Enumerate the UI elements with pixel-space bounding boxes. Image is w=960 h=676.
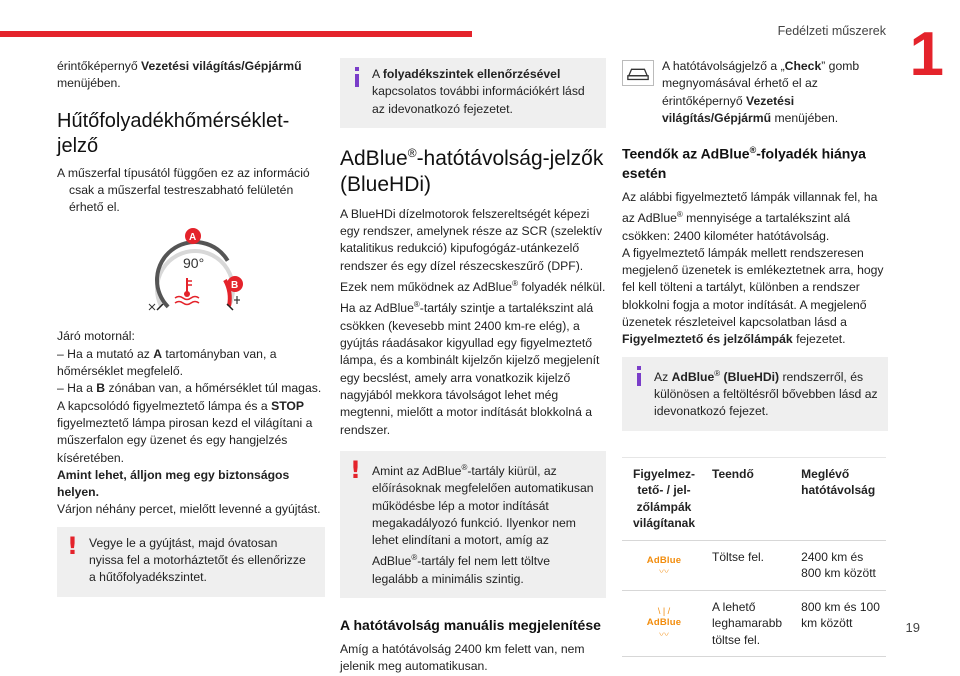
item-a: – Ha a mutató az A tartományban van, a hőmérséklet megfelelő. [57,346,277,379]
item-b: – Ha a B zónában van, a hőmérséklet túl magas. A kapcsolódó figyelmeztető lámpa és a STOP figyelmeztető lámpa pirosan kezd el világítani a műszerfalon egy üzenet és egy hangjelzés kíséretében. [57,381,322,465]
info-box-fluid-levels [340,58,606,128]
column-2 [340,58,606,676]
column-3 [622,58,888,657]
table-row [622,540,886,590]
coolant-temp-icon [175,278,199,305]
coolant-gauge-figure [57,226,325,324]
warning-text: Vegye le a gyújtást, majd óvatosan nyissa fel a motorháztetőt és ellenőrizze a hűtőfolyadékszintet. [89,535,306,585]
warning-text: Amint az AdBlue®-tartály kiürül, az előírásoknak megfelelően automatikusan működésbe lép a motor indítását megakadályozó funkció. Ilyenkor nem lehet elindítani a motort, amíg az AdBlue®-tartály fel nem lett töltve legalább a minimális szintig. [372,462,594,586]
warning-box-adblue [340,451,606,598]
check-text: A hatótávolságjelző a „Check” gomb megnyomásával érhető el az érintőképernyő Vezetési világítás/Gépjármű menüjében. [662,59,860,125]
todo-para-2: A figyelmeztető lámpák mellett rendszeresen megjelenő üzenetek is emlékeztetnek arra, hogy fel kell tölteni a tartályt, különben a rendszer blokkolni fogja a motor indítását. A megjelenő üzenetek részleteivel kapcsolatban lásd a Figyelmeztető és jelzőlámpák fejezetet. [622,245,884,347]
table-cell-icon [622,590,706,657]
running-label: Járó motornál: [57,329,135,344]
gauge-label-b: B [231,280,239,292]
wait-text: Várjon néhány percet, mielőtt levenné a gyújtást. [57,502,321,517]
table-cell: A lehető leghamarabb töltse fel. [706,590,795,657]
gauge-label-a: A [189,232,197,244]
stop-instruction: Amint lehet, álljon meg egy biztonságos helyen. [57,467,290,500]
coolant-description: A műszerfal típusától függően ez az információ csak a műszerfal testreszabható felületén érhető el. [57,165,310,215]
manual-display-text: Amíg a hatótávolság 2400 km felett van, nem jelenik meg automatikusan. [340,642,585,674]
coolant-heading: Hűtőfolyadékhőmérséklet-jelző [57,109,290,157]
info-text: A folyadékszintek ellenőrzésével kapcsolatos további információkért lásd az idevonatkozó fejezetet. [372,67,585,116]
header-red-bar [0,31,472,37]
coolant-gauge [139,226,247,324]
table-header-row [622,457,886,540]
table-header: Meglévő hatótávolság [795,457,886,540]
warning-exclamation-icon: ! [67,531,78,560]
adblue-para-1: A BlueHDi dízelmotorok felszereltségét képezi egy rendszer, amelynek része az SCR (szelektív katalitikus redukció) kipufogógáz-utánkezelő rendszer és egy dízel részecskeszűrő (DPF). Ezek nem működnek az AdBlue® folyadék nélkül. [340,206,606,295]
warning-box-coolant [57,527,325,597]
todo-heading: Teendők az AdBlue®-folyadék hiánya esetén [622,145,866,181]
adblue-para-2: Ha az AdBlue®-tartály szintje a tartalékszint alá csökken (kevesebb mint 2400 km-re elég), a gyújtás ráadásakor kigyullad egy figyelmeztető lámpa, és a kombinált kijelzőn kijelző megjelenít egy becslést, amely arra vonatkozik kijelző nagyjából mekkora távolságot lehet még megtenni, mielőtt a motor indítását blokkolná a rendszer. [340,300,600,437]
info-text: Az AdBlue® (BlueHDi) rendszerről, és különösen a feltöltésről bővebben lásd az idevonatkozó fejezet. [654,368,878,419]
table-row [622,590,886,657]
table-cell: 2400 km és 800 km között [795,540,886,590]
adblue-warning-icon: AdBlue [646,554,682,566]
flash-rays-icon: \ | / [657,606,671,617]
heat-icon [234,296,240,304]
table-cell: Töltse fel. [706,540,795,590]
info-icon [350,66,364,88]
gauge-temp-value: 90° [183,255,205,272]
section-title: Fedélzeti műszerek [777,24,886,38]
info-box-adblue [622,357,888,431]
car-icon [622,60,654,86]
adblue-flashing-icon: AdBlue [646,617,682,629]
chapter-number: 1 [909,20,944,89]
intro-text: érintőképernyő Vezetési világítás/Gépjármű menüjében. [57,59,302,91]
snowflake-icon [149,304,155,310]
table-header: Figyelmez-tető- / jel-zőlámpák világítanak [622,457,706,540]
manual-display-heading: A hatótávolság manuális megjelenítése [340,617,601,634]
wave-icon: 〰 [659,567,669,579]
info-icon [632,365,646,387]
adblue-range-table [622,457,886,658]
page-number: 19 [905,620,920,635]
column-1 [57,58,325,605]
todo-para-1: Az alábbi figyelmeztető lámpák villannak fel, ha az AdBlue® mennyisége a tartalékszint alá csökken: 2400 kilométer hatótávolság. [622,189,878,243]
adblue-heading: AdBlue®-hatótávolság-jelzők (BlueHDi) [340,145,604,196]
check-button-note [622,58,888,127]
warning-exclamation-icon: ! [350,455,361,484]
table-header: Teendő [706,457,795,540]
wave-icon: 〰 [659,629,669,641]
table-cell: 800 km és 100 km között [795,590,886,657]
table-cell-icon [622,540,706,590]
